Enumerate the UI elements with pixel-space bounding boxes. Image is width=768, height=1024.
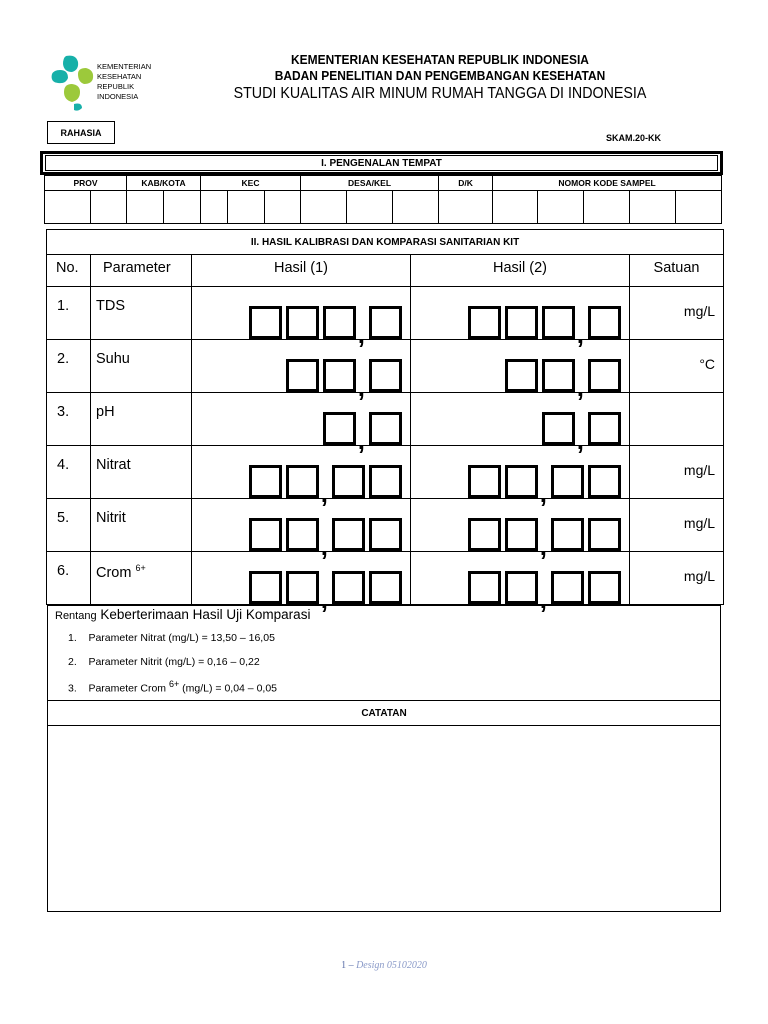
digit-box[interactable] bbox=[249, 306, 282, 339]
parameter-name: Nitrat bbox=[91, 446, 192, 499]
sample-code-digit-3[interactable] bbox=[584, 191, 630, 224]
document-header bbox=[200, 52, 680, 104]
sample-code-digit-1[interactable] bbox=[493, 191, 538, 224]
hasil-2-cell bbox=[411, 446, 630, 508]
hasil-2-cell bbox=[411, 287, 630, 349]
digit-box[interactable] bbox=[369, 518, 402, 551]
location-table bbox=[44, 175, 722, 224]
hasil-1-cell bbox=[192, 393, 411, 455]
digit-box[interactable] bbox=[588, 306, 621, 339]
page-footer: 1 – Design 05102020 bbox=[341, 960, 427, 971]
digit-box[interactable] bbox=[505, 465, 538, 498]
section1-header bbox=[40, 151, 723, 175]
parameter-name: Crom $^{6+}$ bbox=[91, 552, 192, 605]
sample-code-digit-4[interactable] bbox=[630, 191, 676, 224]
digit-box[interactable] bbox=[369, 412, 402, 445]
ministry-title: KEMENTERIAN KESEHATAN REPUBLIK INDONESIA bbox=[291, 52, 589, 67]
digit-box[interactable] bbox=[249, 518, 282, 551]
sample-code-digit-5[interactable] bbox=[676, 191, 722, 224]
digit-box[interactable] bbox=[542, 306, 575, 339]
header-hasil-2: Hasil (2) bbox=[411, 255, 630, 287]
result-row bbox=[47, 340, 724, 393]
digit-box[interactable] bbox=[588, 518, 621, 551]
row-number: 4. bbox=[47, 446, 91, 499]
unit-label: mg/L bbox=[630, 499, 724, 552]
row-number: 6. bbox=[47, 552, 91, 605]
hasil-1-cell bbox=[192, 446, 411, 508]
digit-box[interactable] bbox=[249, 465, 282, 498]
digit-box[interactable] bbox=[286, 571, 319, 604]
agency-title: BADAN PENELITIAN DAN PENGEMBANGAN KESEHATAN bbox=[274, 68, 606, 83]
kabkota-digit-1[interactable] bbox=[127, 191, 164, 224]
digit-box[interactable] bbox=[588, 412, 621, 445]
hasil-2-cell bbox=[411, 552, 630, 614]
hasil-1-cell bbox=[192, 340, 411, 402]
unit-label: mg/L bbox=[630, 552, 724, 605]
decimal-separator: , bbox=[576, 425, 584, 455]
hasil-1-cell bbox=[192, 552, 411, 614]
result-row bbox=[47, 287, 724, 340]
notes-header: CATATAN bbox=[47, 700, 721, 726]
col-kabkota: KAB/KOTA bbox=[127, 176, 201, 191]
header-hasil-1: Hasil (1) bbox=[192, 255, 411, 287]
digit-box[interactable] bbox=[468, 465, 501, 498]
hasil-1-cell bbox=[192, 287, 411, 349]
calibration-table bbox=[46, 229, 724, 614]
result-row bbox=[47, 499, 724, 552]
parameter-name: pH bbox=[91, 393, 192, 446]
desakel-digit-2[interactable] bbox=[347, 191, 393, 224]
hasil-2-cell bbox=[411, 393, 630, 455]
prov-digit-1[interactable] bbox=[45, 191, 91, 224]
parameter-name: Nitrit bbox=[91, 499, 192, 552]
logo-emblem-icon bbox=[48, 52, 98, 112]
unit-label bbox=[630, 393, 724, 446]
dk-digit[interactable] bbox=[439, 191, 493, 224]
header-satuan: Satuan bbox=[630, 255, 724, 287]
range-title: Rentang Keberterimaan Hasil Uji Komparasi bbox=[55, 607, 311, 622]
header-no: No. bbox=[47, 255, 91, 287]
decimal-separator: , bbox=[576, 319, 584, 349]
decimal-separator: , bbox=[320, 584, 328, 614]
digit-box[interactable] bbox=[588, 359, 621, 392]
digit-box[interactable] bbox=[332, 465, 365, 498]
unit-label: mg/L bbox=[630, 446, 724, 499]
hasil-2-cell bbox=[411, 340, 630, 402]
digit-box[interactable] bbox=[323, 412, 356, 445]
logo-text: KEMENTERIAN KESEHATAN REPUBLIK INDONESIA bbox=[97, 62, 152, 101]
digit-box[interactable] bbox=[369, 359, 402, 392]
range-item: 3. Parameter Crom 6+ (mg/L) = 0,04 – 0,05 bbox=[68, 679, 278, 695]
result-row bbox=[47, 446, 724, 499]
row-number: 3. bbox=[47, 393, 91, 446]
acceptance-range bbox=[47, 605, 721, 701]
parameter-name: Suhu bbox=[91, 340, 192, 393]
digit-box[interactable] bbox=[542, 412, 575, 445]
digit-box[interactable] bbox=[505, 571, 538, 604]
unit-label: mg/L bbox=[630, 287, 724, 340]
range-item: 2. Parameter Nitrit (mg/L) = 0,16 – 0,22 bbox=[68, 656, 260, 668]
decimal-separator: , bbox=[539, 584, 547, 614]
hasil-2-cell bbox=[411, 499, 630, 561]
study-title: STUDI KUALITAS AIR MINUM RUMAH TANGGA DI INDONESIA bbox=[233, 85, 647, 102]
decimal-separator: , bbox=[320, 478, 328, 508]
range-item: 1. Parameter Nitrat (mg/L) = 13,50 – 16,05 bbox=[68, 632, 275, 644]
form-code: SKAM.20-KK bbox=[606, 133, 662, 143]
confidential-label: RAHASIA bbox=[47, 121, 115, 144]
kabkota-digit-2[interactable] bbox=[164, 191, 201, 224]
col-dk: D/K bbox=[439, 176, 493, 191]
decimal-separator: , bbox=[320, 531, 328, 561]
row-number: 5. bbox=[47, 499, 91, 552]
kec-digit-2[interactable] bbox=[228, 191, 265, 224]
digit-box[interactable] bbox=[323, 359, 356, 392]
digit-box[interactable] bbox=[468, 571, 501, 604]
notes-area[interactable] bbox=[47, 725, 721, 912]
digit-box[interactable] bbox=[286, 306, 319, 339]
digit-box[interactable] bbox=[542, 359, 575, 392]
section2-title: II. HASIL KALIBRASI DAN KOMPARASI SANITARIAN KIT bbox=[47, 230, 724, 255]
desakel-digit-3[interactable] bbox=[393, 191, 439, 224]
kec-digit-3[interactable] bbox=[265, 191, 301, 224]
parameter-name: TDS bbox=[91, 287, 192, 340]
unit-label: °C bbox=[630, 340, 724, 393]
digit-box[interactable] bbox=[323, 306, 356, 339]
digit-box[interactable] bbox=[369, 306, 402, 339]
header-parameter: Parameter bbox=[91, 255, 192, 287]
digit-box[interactable] bbox=[249, 571, 282, 604]
decimal-separator: , bbox=[539, 478, 547, 508]
decimal-separator: , bbox=[539, 531, 547, 561]
digit-box[interactable] bbox=[588, 571, 621, 604]
digit-box[interactable] bbox=[468, 518, 501, 551]
col-sample-code: NOMOR KODE SAMPEL bbox=[493, 176, 722, 191]
prov-digit-2[interactable] bbox=[91, 191, 127, 224]
decimal-separator: , bbox=[357, 372, 365, 402]
digit-box[interactable] bbox=[551, 465, 584, 498]
row-number: 2. bbox=[47, 340, 91, 393]
digit-box[interactable] bbox=[505, 359, 538, 392]
desakel-digit-1[interactable] bbox=[301, 191, 347, 224]
digit-box[interactable] bbox=[505, 306, 538, 339]
digit-box[interactable] bbox=[332, 571, 365, 604]
decimal-separator: , bbox=[357, 425, 365, 455]
digit-box[interactable] bbox=[551, 571, 584, 604]
col-prov: PROV bbox=[45, 176, 127, 191]
hasil-1-cell bbox=[192, 499, 411, 561]
section1-title: I. PENGENALAN TEMPAT bbox=[45, 155, 718, 171]
digit-box[interactable] bbox=[286, 518, 319, 551]
decimal-separator: , bbox=[357, 319, 365, 349]
digit-box[interactable] bbox=[551, 518, 584, 551]
result-row bbox=[47, 552, 724, 605]
digit-box[interactable] bbox=[505, 518, 538, 551]
digit-box[interactable] bbox=[369, 465, 402, 498]
col-kec: KEC bbox=[201, 176, 301, 191]
row-number: 1. bbox=[47, 287, 91, 340]
digit-box[interactable] bbox=[286, 359, 319, 392]
sample-code-digit-2[interactable] bbox=[538, 191, 584, 224]
result-row bbox=[47, 393, 724, 446]
digit-box[interactable] bbox=[369, 571, 402, 604]
col-desakel: DESA/KEL bbox=[301, 176, 439, 191]
digit-box[interactable] bbox=[332, 518, 365, 551]
digit-box[interactable] bbox=[286, 465, 319, 498]
kec-digit-1[interactable] bbox=[201, 191, 228, 224]
digit-box[interactable] bbox=[468, 306, 501, 339]
decimal-separator: , bbox=[576, 372, 584, 402]
digit-box[interactable] bbox=[588, 465, 621, 498]
